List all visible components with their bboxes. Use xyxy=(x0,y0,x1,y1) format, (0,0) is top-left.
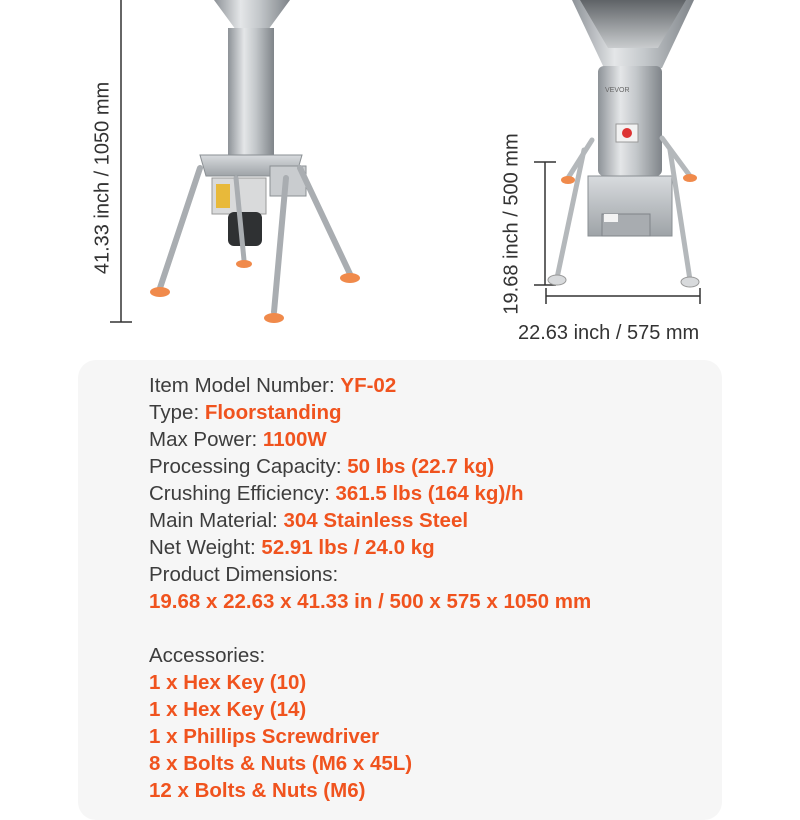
spec-value: Floorstanding xyxy=(204,401,342,424)
spec-row-type xyxy=(149,399,591,426)
spec-label: Item Model Number: xyxy=(149,374,341,397)
spec-label: Main Material: xyxy=(149,509,284,532)
spec-label: Max Power: xyxy=(149,428,263,451)
spec-value: 50 lbs (22.7 kg) xyxy=(347,455,495,478)
accessory-item: 1 x Hex Key (10) xyxy=(149,671,307,694)
accessory-item: 12 x Bolts & Nuts (M6) xyxy=(149,779,366,802)
svg-text:VEVOR: VEVOR xyxy=(605,87,630,94)
accessory-item: 8 x Bolts & Nuts (M6 x 45L) xyxy=(149,752,413,775)
spec-label: Processing Capacity: xyxy=(149,455,348,478)
section-spacer xyxy=(149,615,591,642)
spec-label: Net Weight: xyxy=(149,536,262,559)
spec-label: Crushing Efficiency: xyxy=(149,482,336,505)
spec-row-power xyxy=(149,426,591,453)
spec-value: 52.91 lbs / 24.0 kg xyxy=(261,536,435,559)
accessory-item: 1 x Hex Key (14) xyxy=(149,698,307,721)
spec-value: 361.5 lbs (164 kg)/h xyxy=(335,482,524,505)
product-dimensions-value: 19.68 x 22.63 x 41.33 in / 500 x 575 x 1050 mm xyxy=(149,590,592,613)
spec-row-capacity xyxy=(149,453,591,480)
spec-value: 304 Stainless Steel xyxy=(283,509,469,532)
spec-row-material xyxy=(149,507,591,534)
spec-row-weight xyxy=(149,534,591,561)
spec-label: Type: xyxy=(149,401,205,424)
accessory-item: 1 x Phillips Screwdriver xyxy=(149,725,380,748)
width-dimension-label: 22.63 inch / 575 mm xyxy=(518,322,700,344)
accessories-label: Accessories: xyxy=(149,644,266,667)
machine-left-image xyxy=(110,0,360,323)
product-illustration xyxy=(0,0,800,360)
spec-value: YF-02 xyxy=(340,374,397,397)
product-images xyxy=(0,0,800,360)
spec-row-efficiency xyxy=(149,480,591,507)
spec-row-model xyxy=(149,372,591,399)
machine-right-image xyxy=(534,0,700,304)
spec-list xyxy=(149,372,591,804)
partial-height-dimension-label: 19.68 inch / 500 mm xyxy=(500,133,523,315)
spec-value: 1100W xyxy=(262,428,327,451)
product-dimensions-label: Product Dimensions: xyxy=(149,563,339,586)
height-dimension-label: 41.33 inch / 1050 mm xyxy=(91,81,114,275)
